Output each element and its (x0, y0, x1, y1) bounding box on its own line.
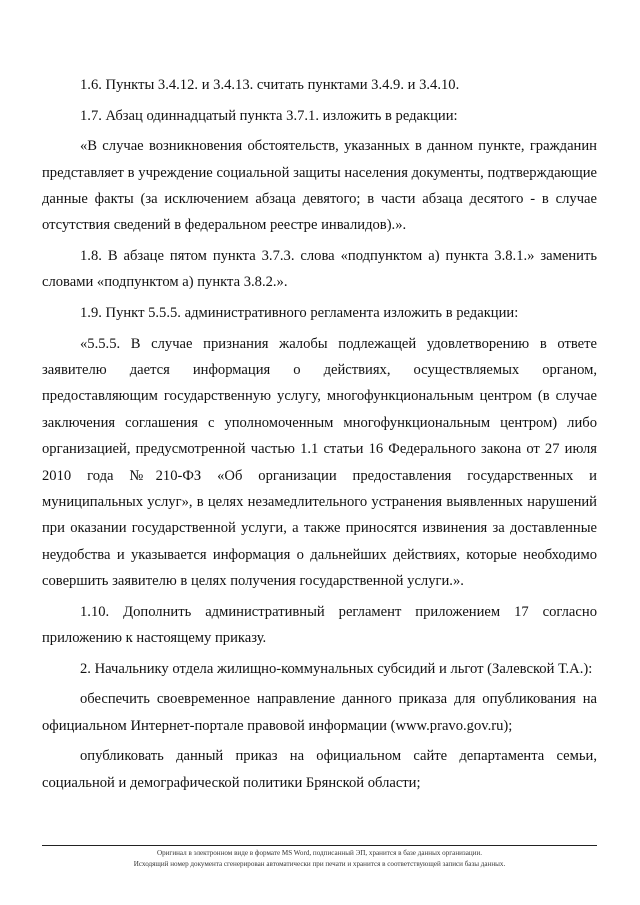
paragraph-5-5-5-quote: «5.5.5. В случае признания жалобы подлежащей удовлетворению в ответе заявителю дается информация о действиях, осуществляемых органом, предоставляющим государственную услугу, многофункциональным центром (в случае заключения соглашения с уполномоченным многофункциональным центром) либо организацией, предусмотренной частью 1.1 статьи 16 Федерального закона от 27 июля 2010 года №210-ФЗ «Об организации предоставления государственных и муниципальных услуг», в целях незамедлительного устранения выявленных нарушений при оказании государственной услуги, а также приносятся извинения за доставленные неудобства и указывается информация о дальнейших действиях, которые необходимо совершить заявителю в целях получения государственной услуги.». (42, 335, 597, 590)
paragraph-1-10: 1.10. Дополнить административный регламент приложением 17 согласно приложению к настоящему приказу. (42, 603, 597, 647)
paragraph-1-9: 1.9. Пункт 5.5.5. административного регламента изложить в редакции: (80, 305, 519, 321)
footer-line-number: Исходящий номер документа сгенерирован автоматически при печати и хранится в соответствующей записи базы данных. (133, 859, 506, 868)
footer-line-original: Оригинал в электронном виде в формате MS Word, подписанный ЭП, хранится в базе данных организации. (156, 849, 483, 857)
paragraph-2: 2. Начальнику отдела жилищно-коммунальных субсидий и льгот (Залевской Т.А.): (80, 660, 593, 677)
paragraph-2-publish-portal: обеспечить своевременное направление данного приказа для опубликования на официальном Интернет-портале правовой информации (www.pravo.gov.ru); (42, 691, 597, 734)
document-body (42, 72, 597, 796)
paragraph-2-publish-site: опубликовать данный приказ на официальном сайте департамента семьи, социальной и демографической политики Брянской области; (42, 748, 597, 791)
paragraph-1-6: 1.6. Пункты 3.4.12. и 3.4.13. считать пунктами 3.4.9. и 3.4.10. (80, 77, 460, 93)
footer-divider (42, 845, 597, 846)
paragraph-1-7: 1.7. Абзац одиннадцатый пункта 3.7.1. изложить в редакции: (80, 107, 458, 124)
paragraph-1-8: 1.8. В абзаце пятом пункта 3.7.3. слова «подпунктом а) пункта 3.8.1.» заменить словами «подпунктом а) пункта 3.8.2.». (42, 248, 597, 291)
document-footer (42, 848, 597, 869)
paragraph-1-7-quote: «В случае возникновения обстоятельств, указанных в данном пункте, гражданин представляет в учреждение социальной защиты населения документы, подтверждающие данные факты (за исключением абзаца девятого; в части абзаца десятого - в случае отсутствия сведений в федеральном реестре инвалидов).». (42, 138, 597, 234)
